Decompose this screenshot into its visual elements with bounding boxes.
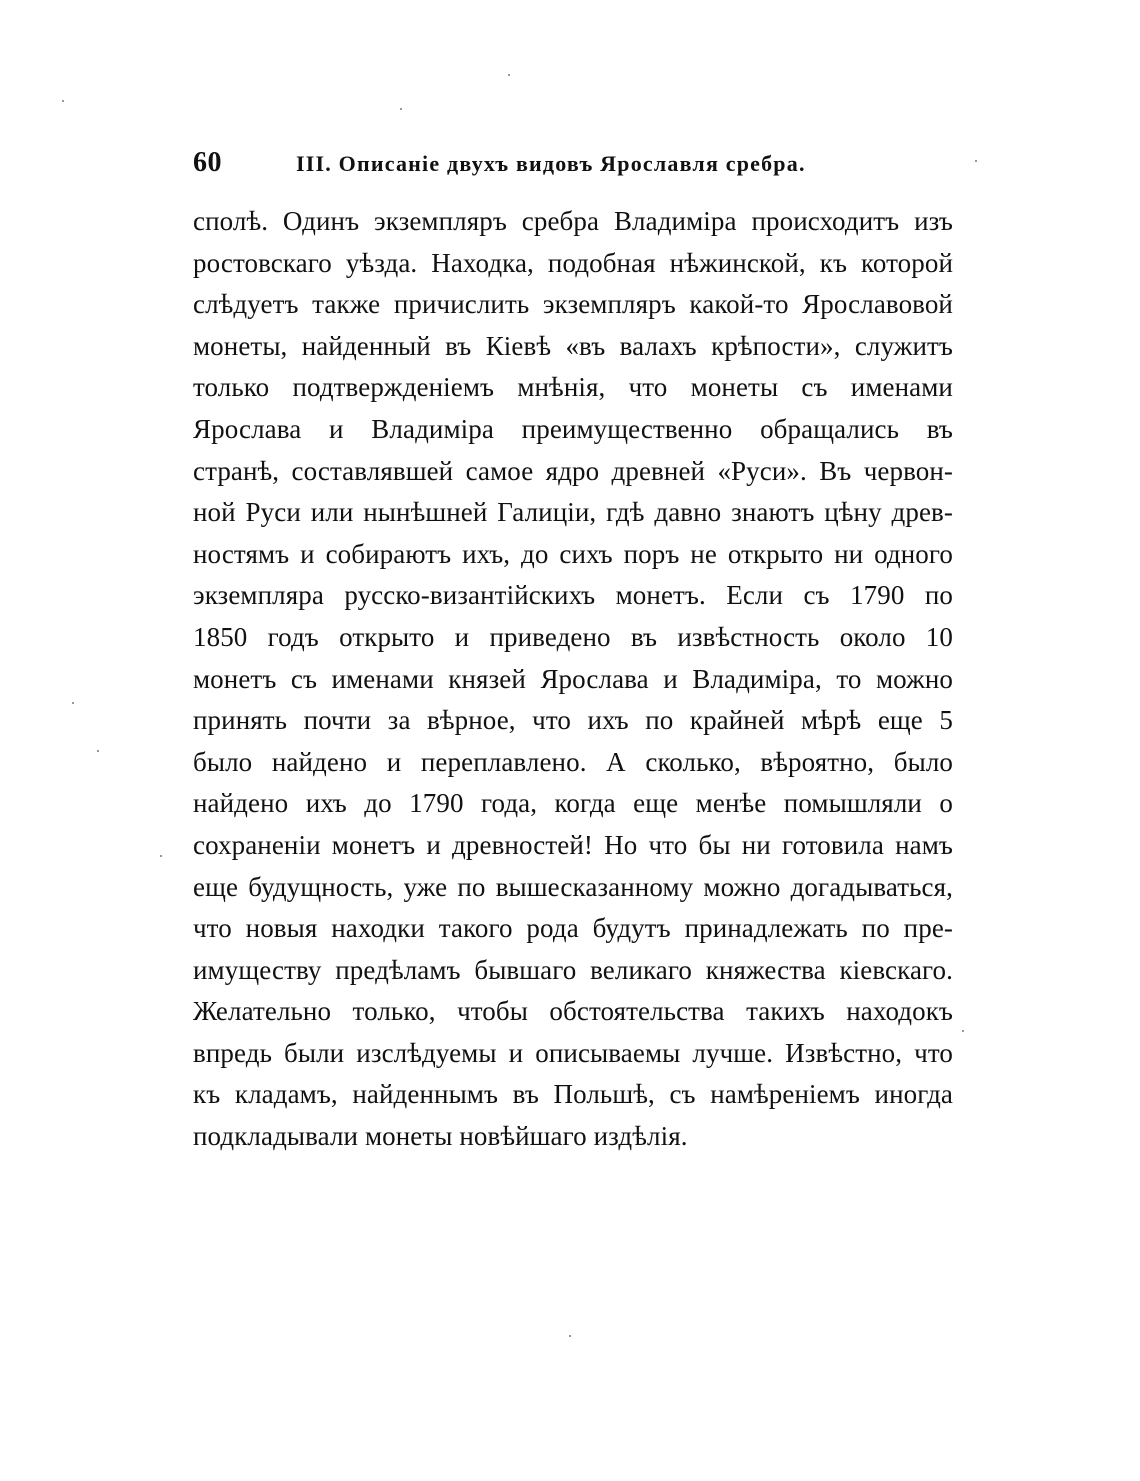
running-title: III. Описаніе двухъ видовъ Ярославля сребра. <box>296 151 806 176</box>
text-line: еще будущность, уже по вышесказанному можно догадываться, <box>193 871 953 902</box>
body-text <box>193 201 953 1158</box>
scan-speck <box>97 750 99 752</box>
text-line: монетъ съ именами князей Ярослава и Владиміра, то можно <box>193 663 953 694</box>
page-number: 60 <box>193 147 222 178</box>
scan-speck <box>72 702 74 704</box>
scan-speck <box>160 855 162 857</box>
text-line: слѣдуетъ также причислить экземпляръ какой-то Ярославовой <box>193 289 953 320</box>
scan-speck <box>975 160 977 162</box>
text-line: ной Руси или нынѣшней Галиціи, гдѣ давно знаютъ цѣну древ- <box>193 497 953 528</box>
scan-speck <box>962 1030 964 1032</box>
text-line: странѣ, составлявшей самое ядро древней «Руси». Въ червон- <box>193 455 953 486</box>
text-line: къ кладамъ, найденнымъ въ Польшѣ, съ намѣреніемъ иногда <box>193 1079 953 1110</box>
text-line: впредь были изслѣдуемы и описываемы лучше. Извѣстно, что <box>193 1037 953 1068</box>
page-header <box>193 146 953 186</box>
text-line: найдено ихъ до 1790 года, когда еще менѣе помышляли о <box>193 788 953 819</box>
scan-speck <box>508 74 510 76</box>
text-line: экземпляра русско-византійскихъ монетъ. Если съ 1790 по <box>193 580 953 611</box>
text-line: имуществу предѣламъ бывшаго великаго княжества кіевскаго. <box>193 954 953 985</box>
text-line: 1850 годъ открыто и приведено въ извѣстность около 10 <box>193 621 953 652</box>
scan-speck <box>62 100 64 102</box>
text-line-last: подкладывали монеты новѣйшаго издѣлія. <box>193 1121 688 1152</box>
scan-speck <box>569 1335 571 1337</box>
text-line: Желательно только, чтобы обстоятельства такихъ находокъ <box>193 996 953 1027</box>
text-line: принять почти за вѣрное, что ихъ по крайней мѣрѣ еще 5 <box>193 705 953 736</box>
text-line: сполѣ. Одинъ экземпляръ сребра Владиміра происходитъ изъ <box>193 206 953 236</box>
text-line: только подтвержденіемъ мнѣнія, что монеты съ именами <box>193 372 953 403</box>
text-line: Ярослава и Владиміра преимущественно обращались въ <box>193 413 953 444</box>
scan-speck <box>400 108 402 110</box>
text-line: монеты, найденный въ Кіевѣ «въ валахъ крѣпости», служитъ <box>193 330 953 361</box>
text-line: было найдено и переплавлено. А сколько, вѣроятно, было <box>193 746 953 777</box>
text-line: сохраненіи монетъ и древностей! Но что бы ни готовила намъ <box>193 829 953 860</box>
text-line: что новыя находки такого рода будутъ принадлежать по пре- <box>193 913 953 944</box>
text-line: ностямъ и собираютъ ихъ, до сихъ поръ не открыто ни одного <box>193 538 953 569</box>
text-line: ростовскаго уѣзда. Находка, подобная нѣжинской, къ которой <box>193 247 953 278</box>
